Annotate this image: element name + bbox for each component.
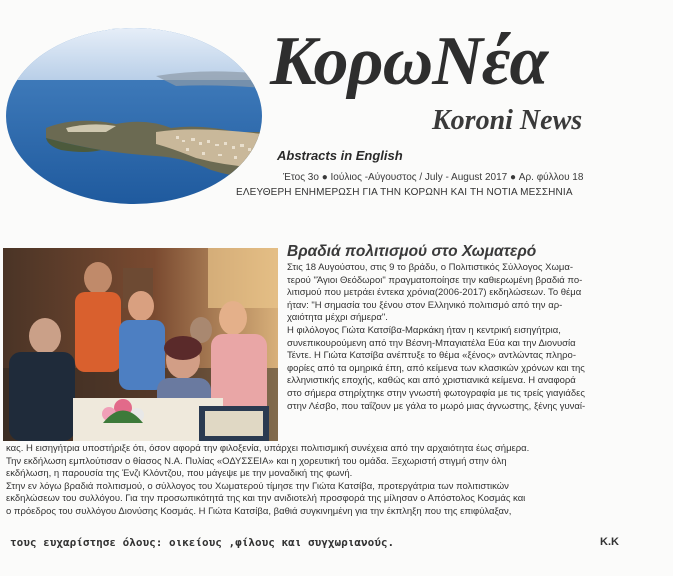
article-closing-line: τους ευχαρίστησε όλους: οικείους ,φίλους και συγχωριανούς.	[10, 536, 395, 549]
text-line: Στις 18 Αυγούστου, στις 9 το βράδυ, ο Πολιτιστικός Σύλλογος Χωμα-	[287, 262, 574, 273]
text-line: Στην εν λόγω βραδιά πολιτισμού, ο σύλλογος του Χωματερού τίμησε την Γιώτα Κατσίβα, προτεργάτρια των πολιτιστικών	[6, 480, 509, 492]
text-line: Η φιλόλογος Γιώτα Κατσίβα-Μαρκάκη ήταν η κεντρική εισηγήτρια,	[287, 324, 561, 336]
text-line: ο πρόεδρος του συλλόγου Διονύσης Κοσμάς. Η Γιώτα Κατσίβα, βαθιά συγκινημένη για την έκπληξη που της επιφύλαξαν,	[6, 505, 512, 517]
masthead-title-greek: ΚορωΝέα	[270, 23, 548, 100]
text-line: εκδηλώσεων του συλλόγου. Για την προσωπικότητά της και την ανιδιοτελή προσφορά της μίλησαν ο Απόστολος Κοσμάς και	[6, 493, 526, 505]
masthead-tagline: ΕΛΕΥΘΕΡΗ ΕΝΗΜΕΡΩΣΗ ΓΙΑ ΤΗΝ ΚΟΡΩΝΗ ΚΑΙ ΤΗ ΝΟΤΙΑ ΜΕΣΣΗΝΙΑ	[236, 187, 573, 198]
article-title: Βραδιά πολιτισμού στο Χωματερό	[287, 243, 537, 260]
text-line: λιτισμού που μετράει έντεκα χρόνια(2006-2017) εκδηλώσεων. Το θέμα	[287, 287, 582, 299]
text-line: εκδήλωση, η παρουσία της Ένζι Κλόντζου, που μάγεψε με την μοναδική της φωνή.	[6, 468, 353, 480]
text-line: Την εκδήλωση εμπλούτισαν ο θίασος Ν.Α. Πυλίας «ΟΔΥΣΣΕΙΑ» και η χορευτική του ομάδα. Ξεχωριστή στιγμή στην όλη	[6, 455, 507, 467]
text-line: χαιότητα μέχρι σήμερα".	[287, 312, 388, 324]
masthead-aerial-photo	[6, 28, 262, 204]
text-line: στην Λέσβο, που ταΐζουν με γάλα το μωρό μιας άγνωστης, ξένης γυναί-	[287, 400, 586, 412]
article-group-photo	[3, 248, 278, 441]
article-column-text	[287, 262, 669, 413]
section-label: Abstracts in English	[277, 148, 403, 163]
masthead-title-english: Koroni News	[432, 105, 583, 136]
text-line: ήταν: "Η σημασία του ξένου στον Ελληνικό πολιτισμό από την αρ-	[287, 299, 563, 311]
article-full-width-text	[6, 443, 668, 519]
issue-info: Έτος 3ο ● Ιούλιος -Αύγουστος / July - August 2017 ● Αρ. φύλλου 18	[283, 172, 584, 183]
article-signature: Κ.Κ	[600, 536, 619, 548]
text-line: κας. Η εισηγήτρια υποστήριξε ότι, όσον αφορά την φιλοξενία, υπάρχει πολιτισμική συνέχεια από την αρχαιότητα έως σήμερα.	[6, 443, 530, 454]
text-line: ελληνιστικής εποχής, καθώς και από χριστιανικά κείμενα. Η αναφορά	[287, 375, 576, 387]
text-line: στο σήμερα στηρίχτηκε στην γνωστή φωτογραφία με τις τρείς γιαγιάδες	[287, 387, 585, 399]
text-line: συνεπικουρούμενη από την Βέσνη-Μπαγιατέλα Εύα και την Διονυσία	[287, 337, 576, 349]
text-line: τερού "Άγιοι Θεόδωροι" πραγματοποίησε την καθιερωμένη βραδιά πο-	[287, 274, 583, 286]
text-line: Τέντε. Η Γιώτα Κατσίβα ανέπτυξε το θέμα «ξένος» αντλώντας πληρο-	[287, 350, 576, 362]
text-line: φορίες από τα ομηρικά έπη, από κείμενα των κλασικών χρόνων και της	[287, 362, 585, 374]
